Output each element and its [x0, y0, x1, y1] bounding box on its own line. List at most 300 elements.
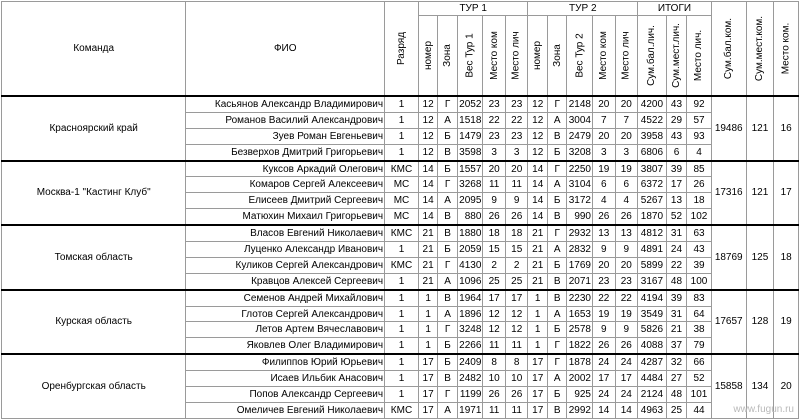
- tour2-weight: 1822: [567, 338, 593, 354]
- participant-rank: КМС: [385, 402, 419, 418]
- tour1-number: 1: [418, 338, 437, 354]
- tour2-place-team: 23: [593, 273, 616, 289]
- tour2-place-team: 13: [593, 225, 616, 241]
- participant-name: Луценко Александр Иванович: [186, 242, 385, 258]
- totals-sum-places: 52: [666, 209, 686, 225]
- tour2-number: 12: [528, 96, 547, 112]
- tour2-number: 21: [528, 242, 547, 258]
- totals-sum-points: 5826: [638, 322, 667, 338]
- tour2-place-team: 9: [593, 242, 616, 258]
- tour2-place-team: 7: [593, 112, 616, 128]
- tour1-place-personal: 2: [505, 257, 528, 273]
- tour1-weight: 1880: [457, 225, 483, 241]
- tour1-zone: А: [438, 273, 457, 289]
- tour1-place-team: 20: [483, 161, 506, 177]
- totals-sum-points: 3167: [638, 273, 667, 289]
- tour2-place-personal: 24: [615, 387, 638, 403]
- tour1-weight: 1518: [457, 112, 483, 128]
- team-name: Курская область: [2, 290, 186, 355]
- tour2-place-team: 26: [593, 338, 616, 354]
- team-name: Томская область: [2, 225, 186, 290]
- tour1-weight: 2409: [457, 354, 483, 370]
- totals-place-personal: 39: [687, 257, 712, 273]
- tour2-place-team: 22: [593, 290, 616, 306]
- tour1-weight: 2052: [457, 96, 483, 112]
- team-name: Москва-1 "Кастинг Клуб": [2, 161, 186, 226]
- tour1-weight: 2482: [457, 371, 483, 387]
- tour1-zone: Б: [438, 161, 457, 177]
- tour2-zone: В: [547, 402, 566, 418]
- totals-sum-places: 24: [666, 242, 686, 258]
- team-sum-places: 121: [746, 161, 774, 226]
- header-tour1: ТУР 1: [418, 2, 528, 16]
- tour1-weight: 1557: [457, 161, 483, 177]
- team-sum-points: 18769: [711, 225, 746, 290]
- tour2-place-personal: 4: [615, 193, 638, 209]
- totals-sum-points: 5267: [638, 193, 667, 209]
- tour1-number: 12: [418, 128, 437, 144]
- tour1-zone: В: [438, 371, 457, 387]
- totals-sum-places: 21: [666, 322, 686, 338]
- totals-sum-points: 6806: [638, 144, 667, 160]
- header-place-personal: Место лич.: [687, 16, 712, 97]
- tour2-zone: Г: [547, 96, 566, 112]
- tour1-number: 14: [418, 209, 437, 225]
- participant-rank: 1: [385, 371, 419, 387]
- participant-rank: КМС: [385, 161, 419, 177]
- participant-rank: КМС: [385, 225, 419, 241]
- participant-name: Елисеев Дмитрий Сергеевич: [186, 193, 385, 209]
- tour1-weight: 2266: [457, 338, 483, 354]
- tour2-place-team: 4: [593, 193, 616, 209]
- totals-sum-places: 43: [666, 96, 686, 112]
- header-t2-zone: Зона: [547, 16, 566, 97]
- tour2-number: 1: [528, 306, 547, 322]
- tour1-zone: Б: [438, 354, 457, 370]
- tour1-place-personal: 18: [505, 225, 528, 241]
- participant-name: Кравцов Алексей Сергеевич: [186, 273, 385, 289]
- tour2-place-personal: 20: [615, 128, 638, 144]
- tour2-zone: Г: [547, 161, 566, 177]
- totals-sum-places: 48: [666, 387, 686, 403]
- totals-sum-points: 5899: [638, 257, 667, 273]
- table-row: [2, 354, 799, 370]
- header-tour2: ТУР 2: [528, 2, 638, 16]
- tour2-number: 17: [528, 402, 547, 418]
- totals-sum-points: 4963: [638, 402, 667, 418]
- tour2-place-personal: 9: [615, 242, 638, 258]
- header-t1-zone: Зона: [438, 16, 457, 97]
- tour1-place-team: 9: [483, 193, 506, 209]
- tour1-place-personal: 25: [505, 273, 528, 289]
- header-t2-weight: Вес Тур 2: [567, 16, 593, 97]
- header-t2-place-team: Место ком: [593, 16, 616, 97]
- team-sum-points: 19486: [711, 96, 746, 161]
- tour2-place-team: 19: [593, 306, 616, 322]
- tour2-weight: 3004: [567, 112, 593, 128]
- tour2-zone: Б: [547, 144, 566, 160]
- tour2-weight: 3172: [567, 193, 593, 209]
- participant-name: Филиппов Юрий Юрьевич: [186, 354, 385, 370]
- totals-place-personal: 38: [687, 322, 712, 338]
- tour2-place-personal: 26: [615, 209, 638, 225]
- tour1-place-personal: 26: [505, 387, 528, 403]
- totals-sum-places: 6: [666, 144, 686, 160]
- tour1-number: 17: [418, 354, 437, 370]
- table-row: [2, 290, 799, 306]
- participant-rank: 1: [385, 290, 419, 306]
- totals-sum-places: 17: [666, 177, 686, 193]
- tour2-weight: 925: [567, 387, 593, 403]
- participant-rank: МС: [385, 177, 419, 193]
- totals-place-personal: 43: [687, 242, 712, 258]
- header-t1-place-personal: Место лич: [505, 16, 528, 97]
- totals-place-personal: 100: [687, 273, 712, 289]
- tour1-zone: В: [438, 144, 457, 160]
- totals-place-personal: 63: [687, 225, 712, 241]
- tour1-place-personal: 17: [505, 290, 528, 306]
- tour1-place-team: 23: [483, 96, 506, 112]
- totals-place-personal: 102: [687, 209, 712, 225]
- tour1-zone: В: [438, 225, 457, 241]
- tour2-place-team: 6: [593, 177, 616, 193]
- totals-sum-points: 4522: [638, 112, 667, 128]
- header-sum-places: Сум.мест.лич.: [666, 16, 686, 97]
- participant-name: Романов Василий Александрович: [186, 112, 385, 128]
- totals-place-personal: 85: [687, 161, 712, 177]
- tour2-place-team: 20: [593, 257, 616, 273]
- participant-rank: МС: [385, 193, 419, 209]
- totals-sum-points: 3807: [638, 161, 667, 177]
- tour1-weight: 2095: [457, 193, 483, 209]
- tour2-zone: Г: [547, 225, 566, 241]
- header-team-place: Место ком.: [774, 2, 799, 97]
- totals-sum-places: 27: [666, 371, 686, 387]
- header-team-sum-places: Сум.мест.ком.: [746, 2, 774, 97]
- tour1-zone: Г: [438, 387, 457, 403]
- tour2-zone: В: [547, 128, 566, 144]
- tour1-weight: 3598: [457, 144, 483, 160]
- tour2-weight: 2479: [567, 128, 593, 144]
- tour2-zone: Г: [547, 338, 566, 354]
- tour2-place-personal: 6: [615, 177, 638, 193]
- tour2-zone: Б: [547, 257, 566, 273]
- tour1-zone: Б: [438, 338, 457, 354]
- team-sum-places: 128: [746, 290, 774, 355]
- totals-sum-places: 31: [666, 306, 686, 322]
- team-name: Оренбургская область: [2, 354, 186, 418]
- participant-name: Матюхин Михаил Григорьевич: [186, 209, 385, 225]
- participant-name: Яковлев Олег Владимирович: [186, 338, 385, 354]
- tour2-zone: А: [547, 306, 566, 322]
- tour2-weight: 2250: [567, 161, 593, 177]
- totals-sum-places: 43: [666, 128, 686, 144]
- tour1-place-team: 12: [483, 306, 506, 322]
- tour1-place-team: 12: [483, 322, 506, 338]
- tour1-place-personal: 20: [505, 161, 528, 177]
- totals-place-personal: 79: [687, 338, 712, 354]
- tour1-place-team: 18: [483, 225, 506, 241]
- tour2-weight: 2832: [567, 242, 593, 258]
- participant-name: Зуев Роман Евгеньевич: [186, 128, 385, 144]
- totals-place-personal: 26: [687, 177, 712, 193]
- tour1-zone: Г: [438, 177, 457, 193]
- tour1-place-team: 15: [483, 242, 506, 258]
- header-t1-number: номер: [418, 16, 437, 97]
- totals-sum-places: 13: [666, 193, 686, 209]
- header-team: Команда: [2, 2, 186, 97]
- tour2-number: 1: [528, 290, 547, 306]
- tour1-place-team: 11: [483, 338, 506, 354]
- tour2-place-personal: 13: [615, 225, 638, 241]
- tour1-place-team: 17: [483, 290, 506, 306]
- totals-sum-points: 1870: [638, 209, 667, 225]
- totals-place-personal: 93: [687, 128, 712, 144]
- tour1-zone: А: [438, 306, 457, 322]
- participant-name: Комаров Сергей Алексеевич: [186, 177, 385, 193]
- tour1-weight: 4130: [457, 257, 483, 273]
- tour1-place-personal: 15: [505, 242, 528, 258]
- participant-rank: 1: [385, 387, 419, 403]
- participant-rank: 1: [385, 144, 419, 160]
- tour2-place-team: 14: [593, 402, 616, 418]
- tour2-weight: 990: [567, 209, 593, 225]
- tour1-number: 17: [418, 402, 437, 418]
- tour1-place-personal: 22: [505, 112, 528, 128]
- tour1-place-team: 11: [483, 177, 506, 193]
- tour1-number: 1: [418, 306, 437, 322]
- tour2-zone: А: [547, 112, 566, 128]
- tour1-place-personal: 3: [505, 144, 528, 160]
- tour1-zone: Б: [438, 128, 457, 144]
- tour1-place-team: 8: [483, 354, 506, 370]
- tour2-zone: В: [547, 290, 566, 306]
- tour2-number: 1: [528, 322, 547, 338]
- participant-rank: 1: [385, 96, 419, 112]
- tour2-zone: В: [547, 209, 566, 225]
- tour2-number: 17: [528, 387, 547, 403]
- tour2-number: 14: [528, 193, 547, 209]
- header-fio: ФИО: [186, 2, 385, 97]
- tour1-place-personal: 12: [505, 322, 528, 338]
- participant-rank: 1: [385, 354, 419, 370]
- tour2-number: 12: [528, 112, 547, 128]
- participant-rank: 1: [385, 338, 419, 354]
- tour1-place-personal: 12: [505, 306, 528, 322]
- team-place: 17: [774, 161, 799, 226]
- tour1-zone: Г: [438, 257, 457, 273]
- participant-name: Куликов Сергей Александрович: [186, 257, 385, 273]
- tour1-number: 12: [418, 144, 437, 160]
- tour1-weight: 3248: [457, 322, 483, 338]
- table-row: [2, 225, 799, 241]
- team-sum-points: 17316: [711, 161, 746, 226]
- participant-name: Куксов Аркадий Олегович: [186, 161, 385, 177]
- totals-sum-places: 32: [666, 354, 686, 370]
- header-rank: Разряд: [385, 2, 419, 97]
- tour2-weight: 2002: [567, 371, 593, 387]
- totals-place-personal: 44: [687, 402, 712, 418]
- totals-place-personal: 52: [687, 371, 712, 387]
- tour2-place-personal: 20: [615, 96, 638, 112]
- tour2-weight: 2992: [567, 402, 593, 418]
- participant-rank: 1: [385, 322, 419, 338]
- tour2-zone: Б: [547, 387, 566, 403]
- tour2-place-personal: 23: [615, 273, 638, 289]
- results-table: [1, 1, 799, 419]
- tour2-place-team: 24: [593, 354, 616, 370]
- totals-sum-places: 48: [666, 273, 686, 289]
- tour1-place-team: 3: [483, 144, 506, 160]
- totals-sum-places: 29: [666, 112, 686, 128]
- team-sum-points: 15858: [711, 354, 746, 418]
- table-row: [2, 96, 799, 112]
- team-place: 16: [774, 96, 799, 161]
- totals-sum-points: 4194: [638, 290, 667, 306]
- tour2-weight: 2578: [567, 322, 593, 338]
- tour2-place-personal: 19: [615, 161, 638, 177]
- tour1-number: 17: [418, 371, 437, 387]
- tour2-number: 17: [528, 371, 547, 387]
- tour1-weight: 1096: [457, 273, 483, 289]
- tour1-place-team: 23: [483, 128, 506, 144]
- totals-sum-points: 3958: [638, 128, 667, 144]
- tour1-place-personal: 11: [505, 177, 528, 193]
- tour1-weight: 1971: [457, 402, 483, 418]
- tour2-number: 14: [528, 161, 547, 177]
- tour1-place-personal: 26: [505, 209, 528, 225]
- tour2-place-team: 9: [593, 322, 616, 338]
- tour2-zone: А: [547, 371, 566, 387]
- tour2-place-team: 20: [593, 96, 616, 112]
- tour1-number: 12: [418, 96, 437, 112]
- totals-place-personal: 64: [687, 306, 712, 322]
- tour2-number: 12: [528, 128, 547, 144]
- totals-sum-points: 4088: [638, 338, 667, 354]
- header-t1-weight: Вес Тур 1: [457, 16, 483, 97]
- tour2-weight: 2071: [567, 273, 593, 289]
- tour1-place-personal: 11: [505, 402, 528, 418]
- tour2-zone: Б: [547, 322, 566, 338]
- tour1-zone: А: [438, 112, 457, 128]
- tour2-weight: 2932: [567, 225, 593, 241]
- participant-rank: 1: [385, 273, 419, 289]
- tour1-weight: 3268: [457, 177, 483, 193]
- participant-rank: 1: [385, 128, 419, 144]
- participant-rank: 1: [385, 112, 419, 128]
- tour2-weight: 3208: [567, 144, 593, 160]
- team-place: 18: [774, 225, 799, 290]
- totals-place-personal: 92: [687, 96, 712, 112]
- tour2-zone: А: [547, 177, 566, 193]
- tour2-place-team: 20: [593, 128, 616, 144]
- totals-sum-places: 37: [666, 338, 686, 354]
- tour2-weight: 2148: [567, 96, 593, 112]
- tour1-number: 21: [418, 273, 437, 289]
- tour2-zone: Г: [547, 354, 566, 370]
- tour1-zone: Г: [438, 322, 457, 338]
- tour1-place-team: 22: [483, 112, 506, 128]
- participant-name: Власов Евгений Николаевич: [186, 225, 385, 241]
- tour1-zone: Б: [438, 242, 457, 258]
- tour1-weight: 1479: [457, 128, 483, 144]
- tour1-place-personal: 23: [505, 96, 528, 112]
- tour1-place-team: 26: [483, 209, 506, 225]
- totals-sum-points: 4287: [638, 354, 667, 370]
- tour2-zone: А: [547, 242, 566, 258]
- participant-rank: 1: [385, 242, 419, 258]
- tour2-number: 14: [528, 177, 547, 193]
- header-t1-place-team: Место ком: [483, 16, 506, 97]
- totals-sum-points: 4484: [638, 371, 667, 387]
- tour1-weight: 1896: [457, 306, 483, 322]
- participant-name: Семенов Андрей Михайлович: [186, 290, 385, 306]
- tour1-number: 12: [418, 112, 437, 128]
- totals-sum-places: 39: [666, 290, 686, 306]
- tour2-number: 12: [528, 144, 547, 160]
- totals-sum-points: 3549: [638, 306, 667, 322]
- tour1-number: 14: [418, 193, 437, 209]
- totals-place-personal: 101: [687, 387, 712, 403]
- tour1-number: 21: [418, 242, 437, 258]
- tour1-place-personal: 23: [505, 128, 528, 144]
- tour2-place-personal: 14: [615, 402, 638, 418]
- tour1-weight: 880: [457, 209, 483, 225]
- tour2-place-personal: 3: [615, 144, 638, 160]
- team-place: 19: [774, 290, 799, 355]
- tour2-number: 21: [528, 225, 547, 241]
- tour1-number: 14: [418, 161, 437, 177]
- tour2-number: 17: [528, 354, 547, 370]
- tour1-place-team: 25: [483, 273, 506, 289]
- participant-name: Безверхов Дмитрий Григорьевич: [186, 144, 385, 160]
- table-row: [2, 161, 799, 177]
- tour1-weight: 2059: [457, 242, 483, 258]
- tour1-place-personal: 11: [505, 338, 528, 354]
- tour1-place-personal: 10: [505, 371, 528, 387]
- team-place: 20: [774, 354, 799, 418]
- header-t2-place-personal: Место лич: [615, 16, 638, 97]
- totals-sum-places: 31: [666, 225, 686, 241]
- totals-sum-places: 25: [666, 402, 686, 418]
- tour1-number: 21: [418, 225, 437, 241]
- tour2-place-personal: 17: [615, 371, 638, 387]
- tour2-place-personal: 22: [615, 290, 638, 306]
- totals-place-personal: 57: [687, 112, 712, 128]
- participant-rank: 1: [385, 306, 419, 322]
- totals-sum-places: 39: [666, 161, 686, 177]
- header-team-sum-points: Сум.бал.ком.: [711, 2, 746, 97]
- tour2-place-personal: 20: [615, 257, 638, 273]
- watermark: www.fugun.ru: [733, 404, 794, 415]
- tour1-place-team: 26: [483, 387, 506, 403]
- totals-sum-points: 4200: [638, 96, 667, 112]
- tour2-place-personal: 24: [615, 354, 638, 370]
- tour2-place-team: 17: [593, 371, 616, 387]
- totals-place-personal: 66: [687, 354, 712, 370]
- tour1-place-personal: 9: [505, 193, 528, 209]
- tour2-place-personal: 19: [615, 306, 638, 322]
- tour2-place-personal: 7: [615, 112, 638, 128]
- team-sum-places: 125: [746, 225, 774, 290]
- participant-name: Касьянов Александр Владимирович: [186, 96, 385, 112]
- team-sum-places: 121: [746, 96, 774, 161]
- tour1-number: 21: [418, 257, 437, 273]
- tour1-zone: А: [438, 193, 457, 209]
- participant-name: Глотов Сергей Александрович: [186, 306, 385, 322]
- tour1-zone: В: [438, 209, 457, 225]
- participant-name: Омеличев Евгений Николаевич: [186, 402, 385, 418]
